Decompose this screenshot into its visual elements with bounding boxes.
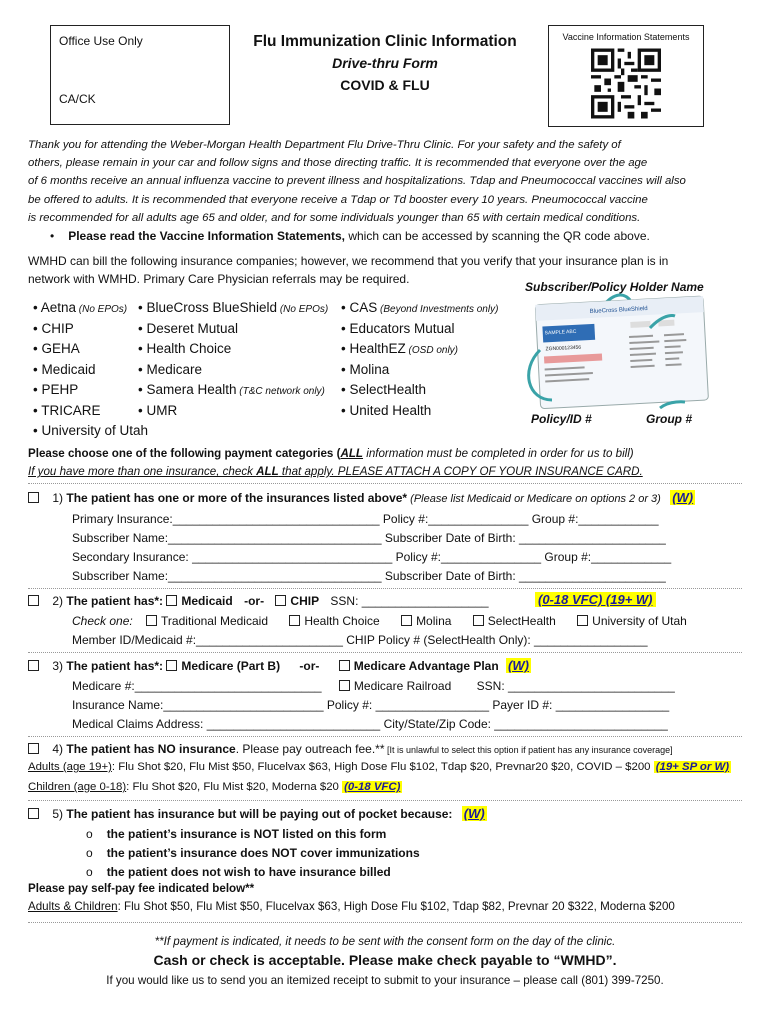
insurer-item: • CHIP bbox=[33, 320, 74, 336]
policy-id-label: Policy/ID # bbox=[531, 412, 592, 426]
insurer-item: • PEHP bbox=[33, 382, 79, 397]
insurer-item: • Medicare bbox=[138, 361, 202, 377]
option-3-tag: (W) bbox=[508, 658, 529, 673]
option-1-tag: (W) bbox=[672, 490, 694, 505]
medicare-advantage-checkbox[interactable] bbox=[339, 660, 350, 671]
insurer-item: • SelectHealth bbox=[341, 382, 427, 397]
divider bbox=[28, 922, 742, 923]
subscriber-label: Subscriber/Policy Holder Name bbox=[525, 280, 704, 294]
option-1-fields bbox=[72, 510, 671, 586]
payment-line-2: If you have more than one insurance, check ALL that apply. PLEASE ATTACH A COPY OF YOUR INSURANCE CARD. bbox=[28, 465, 643, 478]
insurer-item: • University of Utah bbox=[33, 423, 149, 438]
qr-code-icon[interactable] bbox=[591, 46, 661, 121]
secondary-insurance-field[interactable]: Secondary Insurance: ______________________________ Policy #:_______________ Group #:____________ bbox=[72, 550, 672, 564]
option-5-tag: (W) bbox=[463, 806, 485, 821]
insurer-item: • HealthEZ (OSD only) bbox=[341, 341, 458, 356]
option-2-check-one: Check one: Traditional Medicaid Health Choice Molina SelectHealth University of Utah bbox=[72, 614, 687, 628]
option-3-header: 3) The patient has*: Medicare (Part B) -or- Medicare Advantage Plan (W) bbox=[28, 658, 531, 673]
intro-line: Thank you for attending the Weber-Morgan Health Department Flu Drive-Thru Clinic. For your safety and the safety of bbox=[28, 139, 621, 151]
intro-line: others, please remain in your car and follow signs and those directing traffic. It is recommended that everyone over the age bbox=[28, 157, 648, 170]
title-line-1: Flu Immunization Clinic Information bbox=[253, 33, 517, 50]
divider bbox=[28, 736, 742, 737]
option-2-header: 2) The patient has*: Medicaid -or- CHIP SSN: ___________________ bbox=[28, 594, 489, 608]
form-title bbox=[240, 31, 530, 97]
intro-line: is recommended for all adults age 65 and older, and for some individuals younger than 65 with certain medical conditions. bbox=[28, 211, 641, 224]
vis-instruction-bold: Please read the Vaccine Information Statements, bbox=[68, 229, 345, 243]
selfpay-fees: Adults & Children: Flu Shot $50, Flu Mist $50, Flucelvax $63, High Dose Flu $102, Tdap $82, Prevnar 20 $322, Moderna $200 bbox=[28, 900, 675, 913]
children-fees: Children (age 0-18): Flu Shot $20, Flu Mist $20, Moderna $20 (0-18 VFC) bbox=[28, 781, 401, 793]
insurer-column-1 bbox=[33, 298, 148, 442]
insurer-item: • UMR bbox=[138, 402, 178, 418]
card-member-id: ZGN000123456 bbox=[545, 344, 582, 353]
primary-insurance-field[interactable]: Primary Insurance:_______________________________ Policy #:_______________ Group #:____________ bbox=[72, 512, 659, 526]
health-choice-checkbox[interactable] bbox=[289, 615, 300, 626]
group-label: Group # bbox=[646, 412, 693, 426]
ssn-field[interactable]: SSN: _________________________ bbox=[476, 679, 675, 693]
cash-check-note: Cash or check is acceptable. Please make check payable to “WMHD”. bbox=[153, 952, 617, 968]
insurance-card-illustration bbox=[500, 290, 740, 420]
claims-address-field[interactable]: Medical Claims Address: __________________________ City/State/Zip Code: __________________________ bbox=[72, 717, 668, 731]
insurer-item: • TRICARE bbox=[33, 402, 101, 418]
office-use-box bbox=[50, 25, 230, 125]
insurer-item: • GEHA bbox=[33, 341, 80, 356]
traditional-medicaid-checkbox[interactable] bbox=[146, 615, 157, 626]
insurer-item: • Molina bbox=[341, 361, 390, 377]
insurer-item: • Educators Mutual bbox=[341, 320, 455, 336]
insurer-item: • United Health bbox=[341, 402, 432, 418]
divider bbox=[28, 588, 742, 589]
option-2-checkbox[interactable] bbox=[28, 595, 39, 606]
payment-line-1: Please choose one of the following payment categories (ALL information must be completed in order for us to bill) bbox=[28, 447, 634, 460]
medicaid-checkbox[interactable] bbox=[166, 595, 177, 606]
medicare-checkbox[interactable] bbox=[166, 660, 177, 671]
intro-paragraph bbox=[28, 136, 686, 227]
member-id-field[interactable]: Member ID/Medicaid #:______________________ CHIP Policy # (SelectHealth Only): _________________ bbox=[72, 633, 648, 647]
option-1-header: 1) The patient has one or more of the insurances listed above* (Please list Medicaid or Medicare on options 2 or 3) (W) bbox=[28, 490, 695, 505]
ssn-field[interactable]: SSN: ___________________ bbox=[330, 594, 489, 608]
option-5-header: 5) The patient has insurance but will be paying out of pocket because: (W) bbox=[28, 806, 487, 821]
children-tag: (0-18 VFC) bbox=[344, 781, 401, 793]
insurer-item: • Deseret Mutual bbox=[138, 320, 239, 336]
list-item: o the patient’s insurance does NOT cover immunizations bbox=[86, 846, 420, 860]
adults-fees: Adults (age 19+): Flu Shot $20, Flu Mist $50, Flucelvax $63, High Dose Flu $102, Tdap $20, Prevnar20 $20, COVID – $200 (19+ SP or W) bbox=[28, 761, 730, 773]
cack-label: CA/CK bbox=[59, 92, 96, 106]
insurer-item: • BlueCross BlueShield (No EPOs) bbox=[138, 300, 329, 315]
payment-note: **If payment is indicated, it needs to be sent with the consent form on the day of the clinic. bbox=[154, 935, 616, 948]
title-line-3: COVID & FLU bbox=[340, 77, 430, 93]
option-1-checkbox[interactable] bbox=[28, 492, 39, 503]
office-use-label: Office Use Only bbox=[59, 34, 143, 48]
molina-checkbox[interactable] bbox=[401, 615, 412, 626]
vis-instruction-rest: which can be accessed by scanning the QR code above. bbox=[344, 229, 650, 243]
insurer-item: • Health Choice bbox=[138, 341, 232, 356]
insurer-item: • CAS (Beyond Investments only) bbox=[341, 300, 499, 315]
reason-list bbox=[86, 825, 420, 882]
medicare-railroad-checkbox[interactable] bbox=[339, 680, 350, 691]
option-2-tag: (0-18 VFC) (19+ W) bbox=[535, 592, 656, 607]
insurer-column-3 bbox=[341, 298, 498, 421]
option-4-header: 4) The patient has NO insurance. Please pay outreach fee.** [It is unlawful to select this option if patient has any insurance coverage] bbox=[28, 742, 673, 756]
subscriber-field[interactable]: Subscriber Name:________________________________ Subscriber Date of Birth: ______________________ bbox=[72, 569, 666, 583]
subscriber-field[interactable]: Subscriber Name:________________________________ Subscriber Date of Birth: ______________________ bbox=[72, 531, 666, 545]
divider bbox=[28, 800, 742, 801]
divider bbox=[28, 483, 742, 484]
chip-checkbox[interactable] bbox=[275, 595, 286, 606]
insurer-item: • Medicaid bbox=[33, 361, 96, 377]
title-line-2: Drive-thru Form bbox=[332, 55, 438, 71]
option-4-checkbox[interactable] bbox=[28, 743, 39, 754]
divider bbox=[28, 652, 742, 653]
list-item: o the patient does not wish to have insurance billed bbox=[86, 865, 391, 879]
selfpay-label: Please pay self-pay fee indicated below** bbox=[28, 882, 255, 895]
option-3-checkbox[interactable] bbox=[28, 660, 39, 671]
selecthealth-checkbox[interactable] bbox=[473, 615, 484, 626]
intro-line: of 6 months receive an annual influenza vaccine to prevent illness and hospitalizations. Tdap and Pneumococcal vaccines will also bbox=[28, 175, 686, 188]
vis-qr-box bbox=[548, 25, 704, 127]
medicare-number-field[interactable]: Medicare #:____________________________ bbox=[72, 679, 322, 693]
insurance-name-field[interactable]: Insurance Name:________________________ Policy #: _________________ Payer ID #: _________________ bbox=[72, 698, 670, 712]
vis-label: Vaccine Information Statements bbox=[562, 32, 690, 42]
wmhd-line: network with WMHD. Primary Care Physician referrals may be required. bbox=[28, 272, 410, 286]
insurer-column-2 bbox=[138, 298, 328, 421]
insurer-item: • Samera Health (T&C network only) bbox=[138, 382, 325, 397]
insurer-item: • Aetna (No EPOs) bbox=[33, 300, 128, 315]
wmhd-line: WMHD can bill the following insurance companies; however, we recommend that you verify that your insurance plan is in bbox=[28, 254, 669, 268]
payment-instructions bbox=[28, 445, 643, 481]
medicare-number-row: Medicare #:____________________________ Medicare Railroad SSN: _________________________ bbox=[72, 679, 675, 693]
card-member-name: SAMPLE ABC bbox=[544, 328, 577, 337]
vis-instruction: • Please read the Vaccine Information Statements, which can be accessed by scanning the QR code above. bbox=[50, 229, 650, 243]
university-of-utah-checkbox[interactable] bbox=[577, 615, 588, 626]
option-5-checkbox[interactable] bbox=[28, 808, 39, 819]
receipt-note: If you would like us to send you an itemized receipt to submit to your insurance – please call (801) 399-7250. bbox=[106, 974, 664, 987]
adults-tag: (19+ SP or W) bbox=[655, 761, 730, 773]
card-brand: BlueCross BlueShield bbox=[589, 306, 648, 316]
intro-line: be offered to adults. It is recommended that everyone receive a Tdap or Td booster every 10 years. Pneumococcal vaccine bbox=[28, 193, 648, 206]
list-item: o the patient’s insurance is NOT listed on this form bbox=[86, 827, 387, 841]
